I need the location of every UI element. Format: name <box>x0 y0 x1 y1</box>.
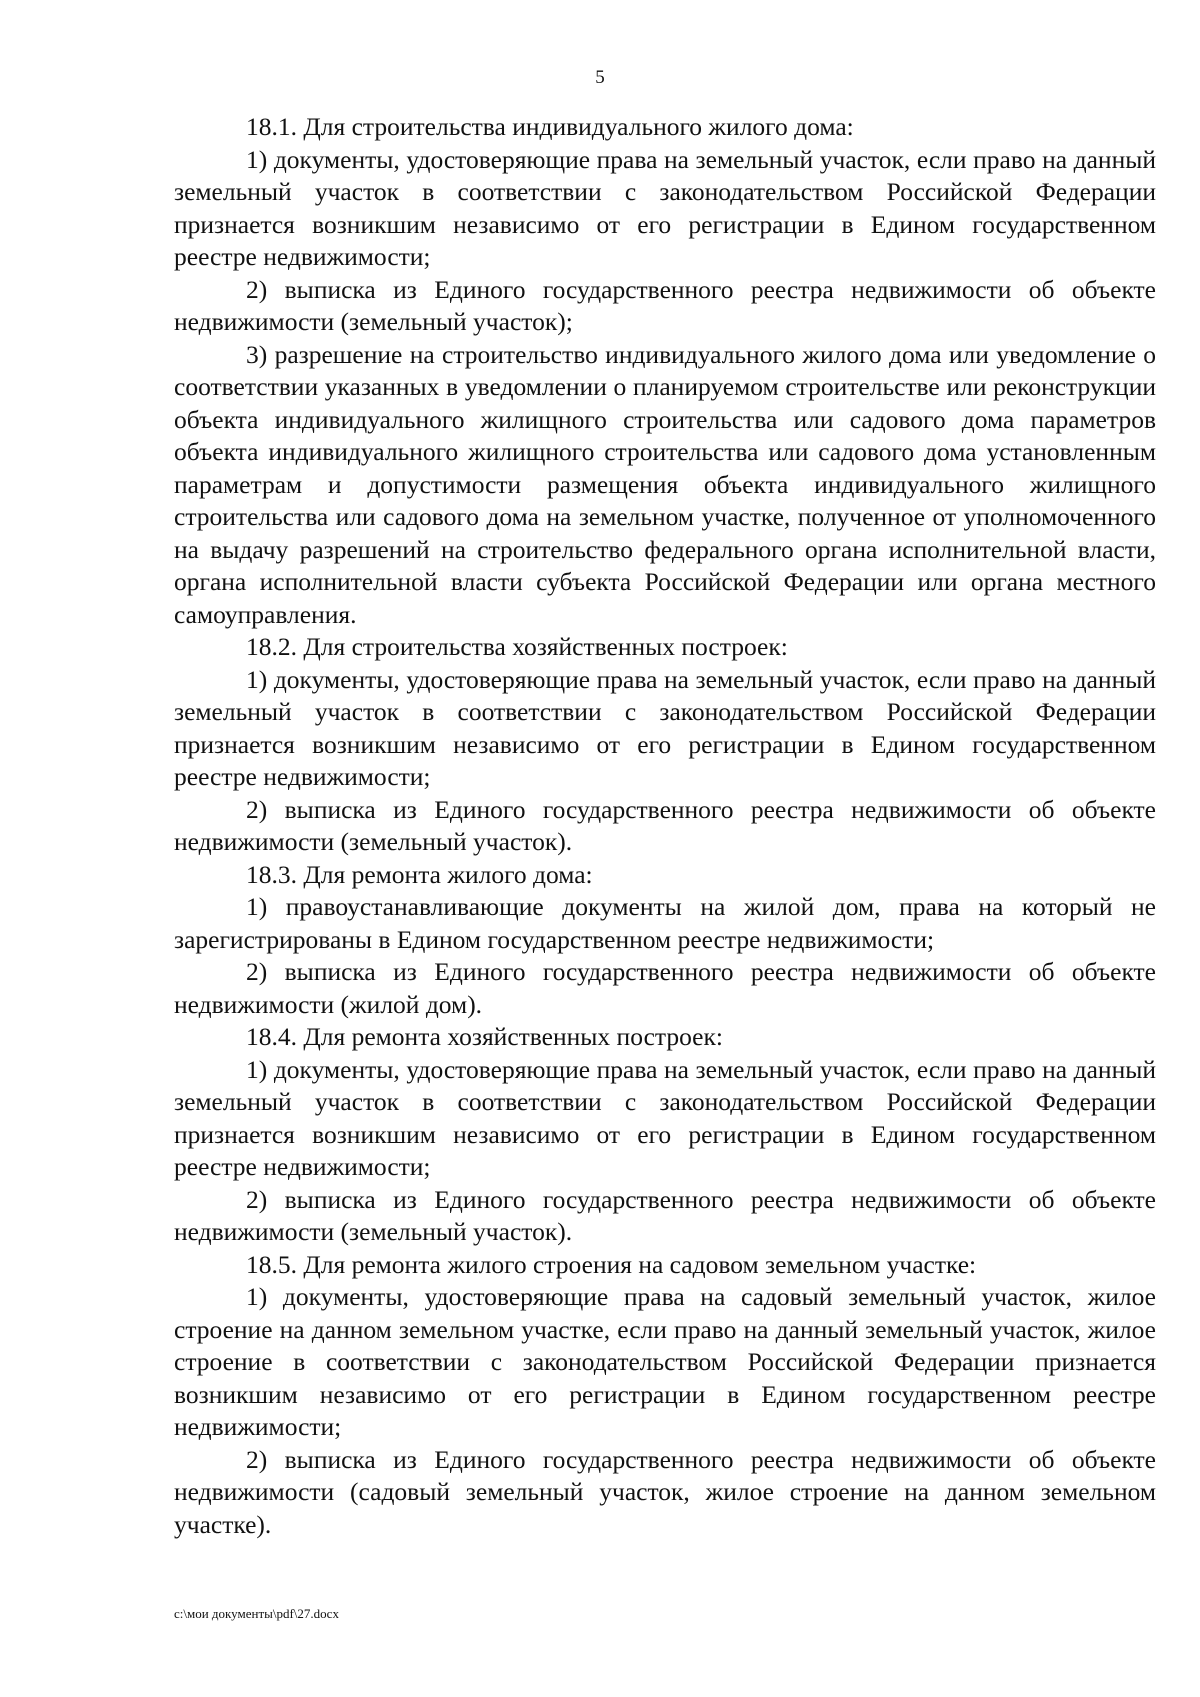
page-number: 5 <box>595 67 605 88</box>
paragraph-18-2-item-1: 1) документы, удостоверяющие права на земельный участок, если право на данный земельный участок в соответствии с законодательством Российской Федерации признается возникшим независимо от его регистрации в Едином государственном реестре недвижимости; <box>174 664 1156 791</box>
paragraph-18-1-item-3: 3) разрешение на строительство индивидуального жилого дома или уведомление о соответствии указанных в уведомлении о планируемом строительстве или реконструкции объекта индивидуального жилищного строительства или садового дома параметров объекта индивидуального жилищного строительства или садового дома установленным параметрам и допустимости размещения объекта индивидуального жилищного строительства или садового дома на земельном участке, полученное от уполномоченного на выдачу разрешений на строительство федерального органа исполнительной власти, органа исполнительной власти субъекта Российской Федерации или органа местного самоуправления. <box>174 339 1156 629</box>
paragraph-18-1-item-2: 2) выписка из Единого государственного реестра недвижимости об объекте недвижимости (земельный участок); <box>174 274 1156 336</box>
paragraph-18-5-item-2: 2) выписка из Единого государственного реестра недвижимости об объекте недвижимости (садовый земельный участок, жилое строение на данном земельном участке). <box>174 1444 1156 1539</box>
paragraph-18-3-item-1: 1) правоустанавливающие документы на жилой дом, права на который не зарегистрированы в Едином государственном реестре недвижимости; <box>174 892 1156 954</box>
footer-file-path: c:\мои документы\pdf\27.docx <box>174 1606 339 1621</box>
paragraph-18-1-item-1: 1) документы, удостоверяющие права на земельный участок, если право на данный земельный участок в соответствии с законодательством Российской Федерации признается возникшим независимо от его регистрации в Едином государственном реестре недвижимости; <box>174 144 1156 271</box>
paragraph-18-2-item-2: 2) выписка из Единого государственного реестра недвижимости об объекте недвижимости (земельный участок). <box>174 794 1156 856</box>
document-body <box>174 111 1156 1541</box>
paragraph-18-4-item-1: 1) документы, удостоверяющие права на земельный участок, если право на данный земельный участок в соответствии с законодательством Российской Федерации признается возникшим независимо от его регистрации в Едином государственном реестре недвижимости; <box>174 1054 1156 1181</box>
paragraph-18-1-heading: 18.1. Для строительства индивидуального жилого дома: <box>246 112 854 141</box>
paragraph-18-2-heading: 18.2. Для строительства хозяйственных построек: <box>246 632 788 661</box>
paragraph-18-5-item-1: 1) документы, удостоверяющие права на садовый земельный участок, жилое строение на данном земельном участке, если право на данный земельный участок, жилое строение в соответствии с законодательством Российской Федерации признается возникшим независимо от его регистрации в Едином государственном реестре недвижимости; <box>174 1282 1156 1441</box>
paragraph-18-5-heading: 18.5. Для ремонта жилого строения на садовом земельном участке: <box>246 1249 977 1279</box>
paragraph-18-4-heading: 18.4. Для ремонта хозяйственных построек: <box>246 1022 723 1051</box>
paragraph-18-3-item-2: 2) выписка из Единого государственного реестра недвижимости об объекте недвижимости (жилой дом). <box>174 957 1156 1019</box>
paragraph-18-3-heading: 18.3. Для ремонта жилого дома: <box>246 859 593 889</box>
paragraph-18-4-item-2: 2) выписка из Единого государственного реестра недвижимости об объекте недвижимости (земельный участок). <box>174 1184 1156 1246</box>
